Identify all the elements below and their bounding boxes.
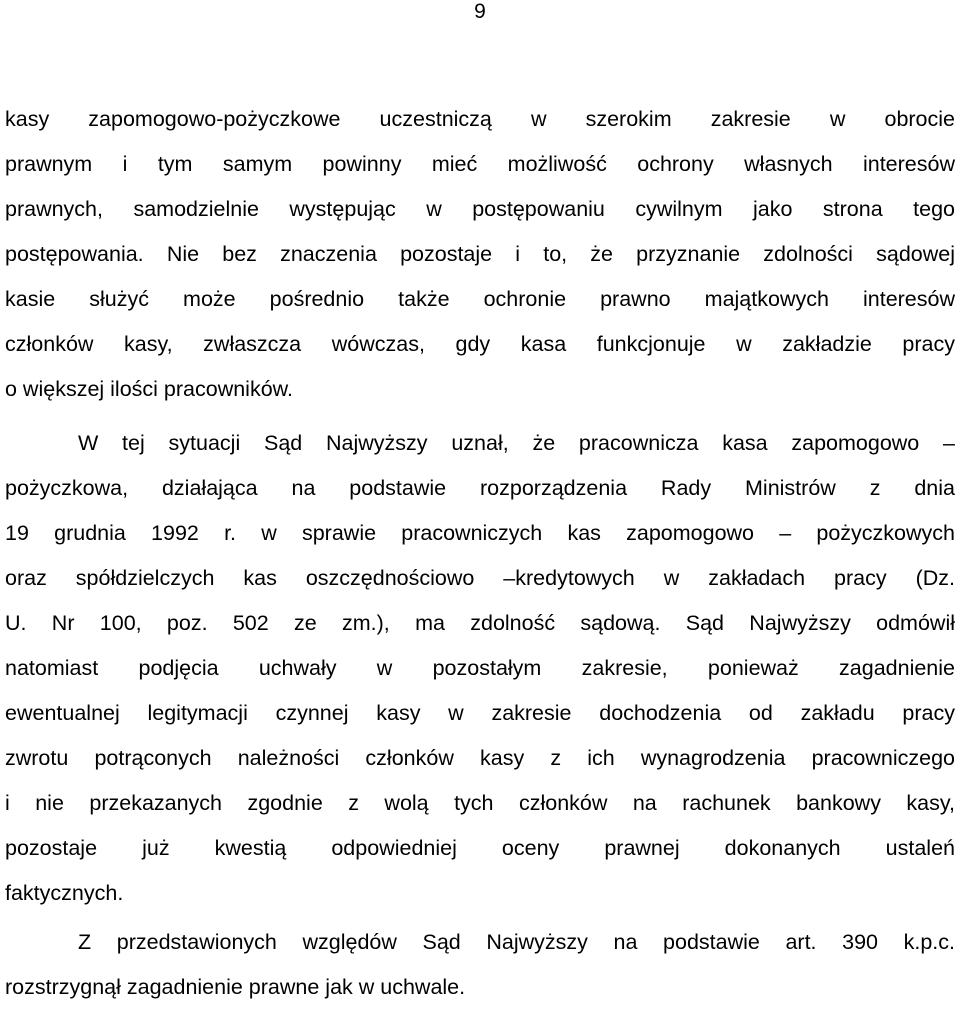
text-line: ewentualnej legitymacji czynnej kasy w zakresie dochodzenia od zakładu pracy [5, 701, 955, 725]
text-line: U. Nr 100, poz. 502 ze zm.), ma zdolność sądową. Sąd Najwyższy odmówił [5, 611, 955, 635]
text-line: postępowania. Nie bez znaczenia pozostaje i to, że przyznanie zdolności sądowej [5, 242, 955, 266]
text-line: kasy zapomogowo-pożyczkowe uczestniczą w szerokim zakresie w obrocie [5, 107, 955, 131]
text-line: 19 grudnia 1992 r. w sprawie pracowniczych kas zapomogowo – pożyczkowych [5, 521, 955, 545]
text-line: natomiast podjęcia uchwały w pozostałym zakresie, ponieważ zagadnienie [5, 656, 955, 680]
text-line: pożyczkowa, działająca na podstawie rozporządzenia Rady Ministrów z dnia [5, 476, 955, 500]
text-line: pozostaje już kwestią odpowiedniej oceny prawnej dokonanych ustaleń [5, 836, 955, 860]
text-line: prawnych, samodzielnie występując w postępowaniu cywilnym jako strona tego [5, 197, 955, 221]
text-line: faktycznych. [5, 881, 124, 905]
text-line: o większej ilości pracowników. [5, 377, 293, 401]
paragraph-3 [5, 920, 955, 1010]
text-line: rozstrzygnął zagadnienie prawne jak w uchwale. [5, 975, 466, 999]
text-line: zwrotu potrąconych należności członków kasy z ich wynagrodzenia pracowniczego [5, 746, 955, 770]
paragraph-2 [5, 421, 955, 916]
text-line: kasie służyć może pośrednio także ochronie prawno majątkowych interesów [5, 287, 955, 311]
text-line: prawnym i tym samym powinny mieć możliwość ochrony własnych interesów [5, 152, 955, 176]
text-line: i nie przekazanych zgodnie z wolą tych członków na rachunek bankowy kasy, [5, 791, 955, 815]
text-line: oraz spółdzielczych kas oszczędnościowo –kredytowych w zakładach pracy (Dz. [5, 566, 955, 590]
text-line: członków kasy, zwłaszcza wówczas, gdy kasa funkcjonuje w zakładzie pracy [5, 332, 955, 356]
text-line: W tej sytuacji Sąd Najwyższy uznał, że pracownicza kasa zapomogowo – [78, 431, 955, 455]
page-number: 9 [474, 0, 486, 23]
text-line: Z przedstawionych względów Sąd Najwyższy na podstawie art. 390 k.p.c. [78, 930, 955, 954]
paragraph-1 [5, 97, 955, 412]
